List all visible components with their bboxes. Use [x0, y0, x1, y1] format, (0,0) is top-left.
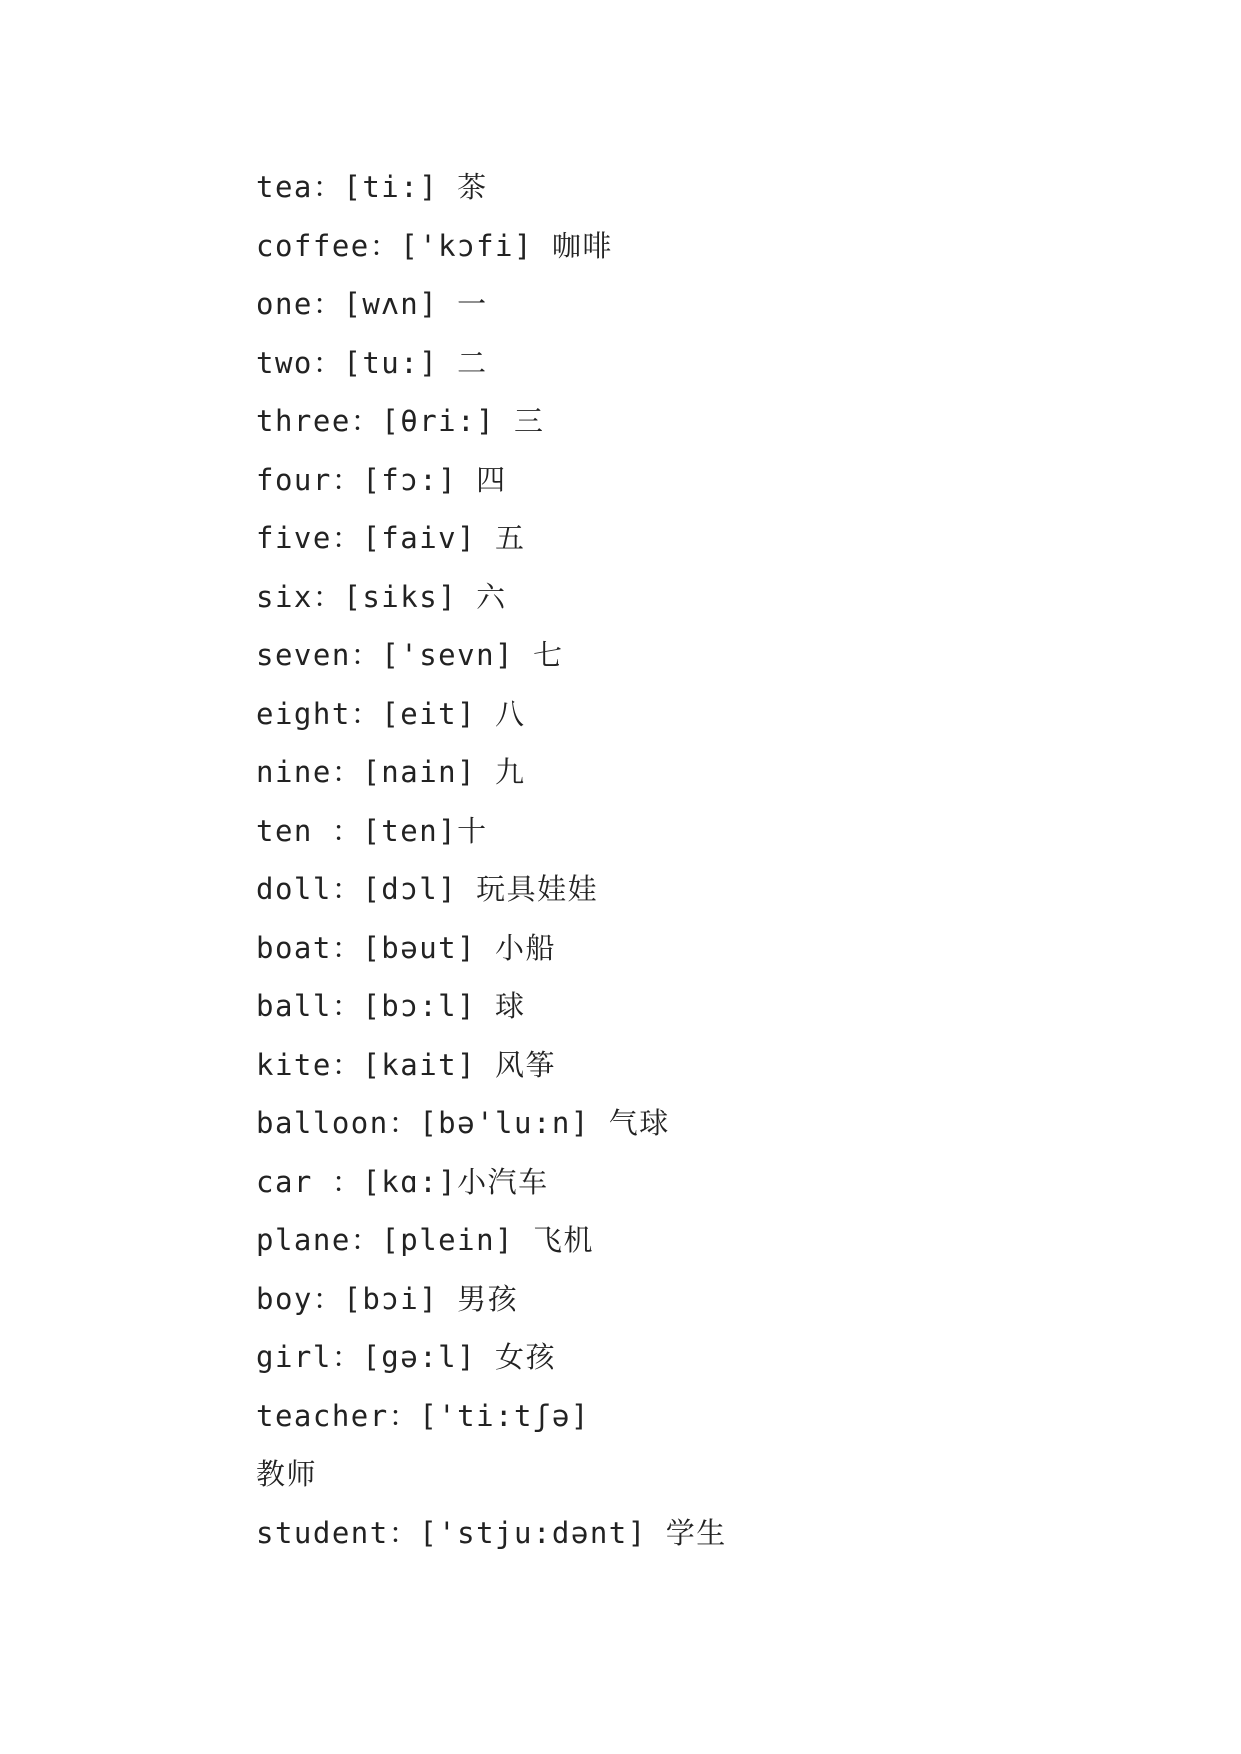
vocab-line: four：[fɔ:] 四	[256, 462, 507, 497]
vocab-line: plane：[plein] 飞机	[256, 1223, 594, 1257]
vocab-line: ten ：[ten]十	[256, 813, 488, 848]
vocab-line: five：[faiv] 五	[256, 521, 526, 555]
vocab-line: 教师	[256, 1457, 318, 1491]
vocab-line: boy：[bɔi] 男孩	[256, 1281, 519, 1316]
vocab-line: two：[tu:] 二	[256, 345, 488, 380]
vocabulary-list	[256, 158, 727, 1562]
vocab-line: kite：[kait] 风筝	[256, 1047, 557, 1082]
vocab-line: student：['stju:dənt] 学生	[256, 1515, 727, 1550]
vocab-line: one：[wʌn] 一	[256, 287, 488, 321]
vocab-line: balloon：[bə'lu:n] 气球	[256, 1106, 670, 1140]
vocab-line: girl：[gə:l] 女孩	[256, 1340, 557, 1374]
vocab-line: coffee：['kɔfi] 咖啡	[256, 228, 613, 263]
vocab-line: eight：[eit] 八	[256, 696, 526, 731]
vocab-line: boat：[bəut] 小船	[256, 930, 557, 965]
vocab-line: ball：[bɔ:l] 球	[256, 989, 526, 1023]
vocab-line: teacher：['ti:tʃə]	[256, 1398, 590, 1433]
vocab-line: car ：[kɑ:]小汽车	[256, 1164, 549, 1199]
vocab-line: tea：[ti:] 茶	[256, 170, 488, 204]
vocab-line: three：[θri:] 三	[256, 404, 545, 438]
vocab-line: nine：[nain] 九	[256, 755, 526, 789]
vocab-line: doll：[dɔl] 玩具娃娃	[256, 872, 599, 906]
vocab-line: six：[siks] 六	[256, 579, 507, 614]
vocab-line: seven：['sevn] 七	[256, 638, 564, 672]
